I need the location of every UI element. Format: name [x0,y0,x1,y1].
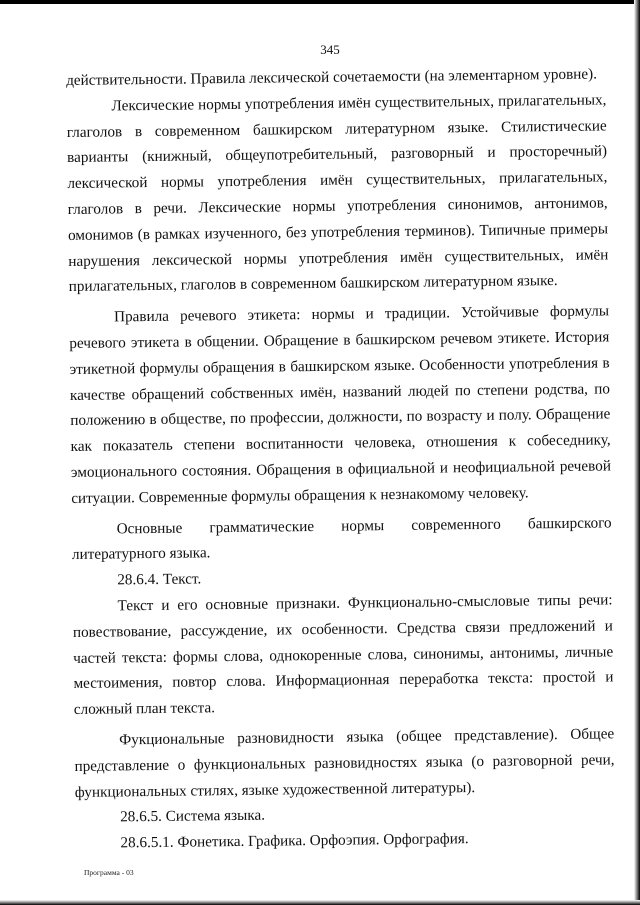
paragraph-lexical-norms: Лексические нормы употребления имён существительных, прилагательных, глаголов в современном башкирском литературном языке. Стилистические варианты (книжный, общеупотребительный, разговорный и просторечный) лексической нормы употребления имён существительных, прилагательных, глаголов в речи. Лексические нормы употребления синонимов, антонимов, омонимов (в рамках изученного, без употребления терминов). Типичные примеры нарушения лексической нормы употребления имён существительных, имён прилагательных, глаголов в современном башкирском литературном языке. [66,91,609,296]
section-heading-text: 28.6.4. Текст. [117,570,202,589]
scan-edge-bottom [0,900,640,905]
section-heading-phonetics: 28.6.5.1. Фонетика. Графика. Орфоэпия. Орфография. [120,830,469,852]
scan-edge-right [634,0,640,905]
paragraph-continuation: действительности. Правила лексической сочетаемости (на элементарном уровне). [66,65,598,89]
page-number: 345 [320,42,340,57]
document-body [66,61,616,856]
paragraph-functional-varieties: Фукциональные разновидности языка (общее представление). Общее представление о функциональных разновидностях языка (о разговорной речи, функциональных стилях, языке художественной литературы). [74,725,615,801]
scan-edge-top [0,0,640,4]
paragraph-text-features: Текст и его основные признаки. Функционально-смысловые типы речи: повествование, рассуждение, их особенности. Средства связи предложений и частей текста: формы слова, однокоренные слова, синонимы, антонимы, личные местоимения, повтор слова. Информационная переработка текста: простой и сложный план текста. [72,591,614,719]
section-heading-language-system: 28.6.5. Система языка. [120,806,266,826]
paragraph-speech-etiquette: Правила речевого этикета: нормы и традиции. Устойчивые формулы речевого этикета в общении. Обращение в башкирском речевом этикете. История этикетной формулы обращения в башкирском языке. Особенности употребления в качестве обращений собственных имён, названий людей по степени родства, по положению в обществе, по профессии, должности, по возрасту и полу. Обращение как показатель степени воспитанности человека, отношения к собеседнику, эмоционального состояния. Обращения в официальной и неофициальной речевой ситуации. Современные формулы обращения к незнакомому человеку. [69,302,612,507]
paragraph-grammar-norms: Основные грамматические нормы современного башкирского литературного языка. [71,513,612,564]
page-footer: Программа - 03 [84,868,134,877]
